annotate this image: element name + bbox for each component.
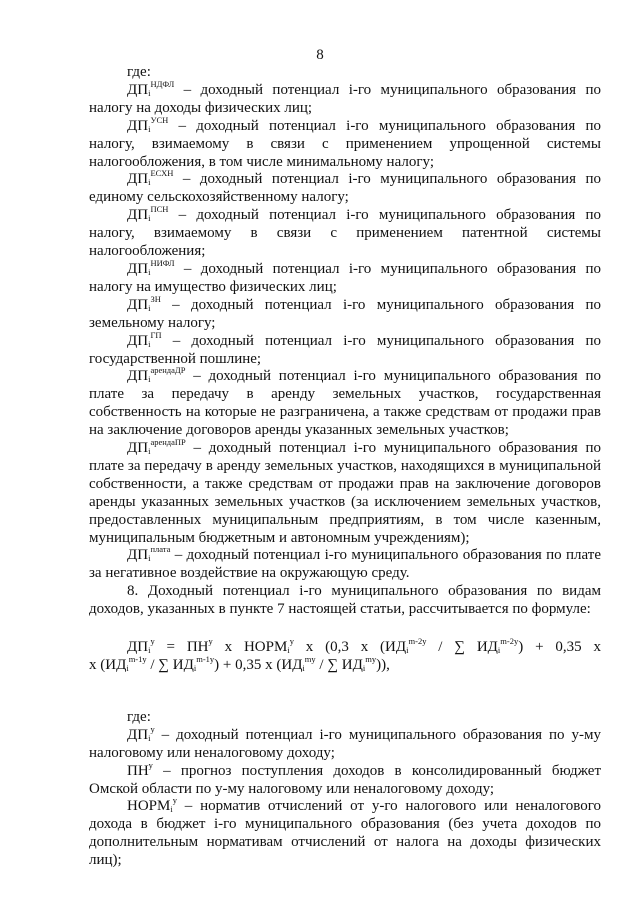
formula-legend (89, 723, 601, 870)
definition-item: $ДП_i^{ПСН}$ – доходный потенциал i-го муниципального образования по налогу, взимаемому в связи с применением патентной системы налогообложения; (89, 204, 601, 260)
definition-item: $ДП_i^{арендаДР}$ – доходный потенциал i-го муниципального образования по плате за передачу в аренду земельных участков, государственная собственность на которые не разграничена, а также средствам от продажи прав на заключение договоров аренды указанных земельных участков; (89, 365, 601, 439)
intro-word: где: (127, 64, 151, 80)
definition-item: $ДП_i^{плата}$ – доходный потенциал i-го муниципального образования по плате за негативное воздействие на окружающую среду. (89, 544, 601, 582)
definition-item: $ДП_i^{УСН}$ – доходный потенциал i-го муниципального образования по налогу, взимаемому в связи с применением упрощенной системы налогообложения, в том числе минимальному налогу; (89, 114, 601, 170)
document-body (89, 64, 601, 870)
intro-word-2: где: (127, 708, 151, 725)
formula-line-2: х ($ИД_i^{m-1у}$ / ∑ $ИД_i^{m-1у}) + 0,35$ х ($ИД_i^{mу}$ / ∑ $ИД_i^{mу}$)), (89, 654, 390, 673)
legend-item: $ПН^у$ – прогноз поступления доходов в консолидированный бюджет Омской области по у-му налоговому или неналоговому доходу; (89, 759, 601, 797)
definition-item: $ДП_i^{ГП}$ – доходный потенциал i-го муниципального образования по государственной пошлине; (89, 329, 601, 367)
page-number: 8 (316, 47, 324, 63)
definition-item: $ДП_i^{ЗН}$ – доходный потенциал i-го муниципального образования по земельному налогу; (89, 293, 601, 331)
definition-item: $ДП_i^{НДФЛ}$ – доходный потенциал i-го муниципального образования по налогу на доходы физических лиц; (89, 78, 601, 116)
formula-line-1: $ДП_i^у = ПН^у$ х $НОРМ_i^у$ х (0,3 х ($ИД_i^{m-2у}$ / ∑ $ИД_i^{m-2у}) + 0,35$ х (127, 636, 601, 656)
formula (89, 636, 601, 675)
definition-list (89, 78, 601, 583)
definition-item: $ДП_i^{ЕСХН}$ – доходный потенциал i-го муниципального образования по единому сельскохозяйственному налогу; (89, 168, 601, 206)
legend-item: $ДП_i^у$ – доходный потенциал i-го муниципального образования по у-му налоговому или неналоговому доходу; (89, 723, 601, 761)
definition-item: $ДП_i^{НИФЛ}$ – доходный потенциал i-го муниципального образования по налогу на имущество физических лиц; (89, 257, 601, 295)
legend-item: $НОРМ_i^у$ – норматив отчислений от у-го налогового или неналогового дохода в бюджет i-го муниципального образования (без учета доходов по дополнительным нормативам отчислений от налога на доходы физических лиц); (89, 795, 601, 869)
item-8-paragraph: 8. Доходный потенциал i-го муниципального образования по видам доходов, указанных в пункте 7 настоящей статьи, рассчитывается по формуле: (89, 583, 601, 618)
definition-item: $ДП_i^{арендаПР}$ – доходный потенциал i-го муниципального образования по плате за передачу в аренду земельных участков, находящихся в муниципальной собственности, а также средствам от продажи прав на заключение договоров аренды указанных земельных участков (за исключением земельных участков, предоставленных муниципальным предприятиям, в том числе казенным, муниципальным бюджетным и автономным учреждениям); (89, 437, 601, 546)
